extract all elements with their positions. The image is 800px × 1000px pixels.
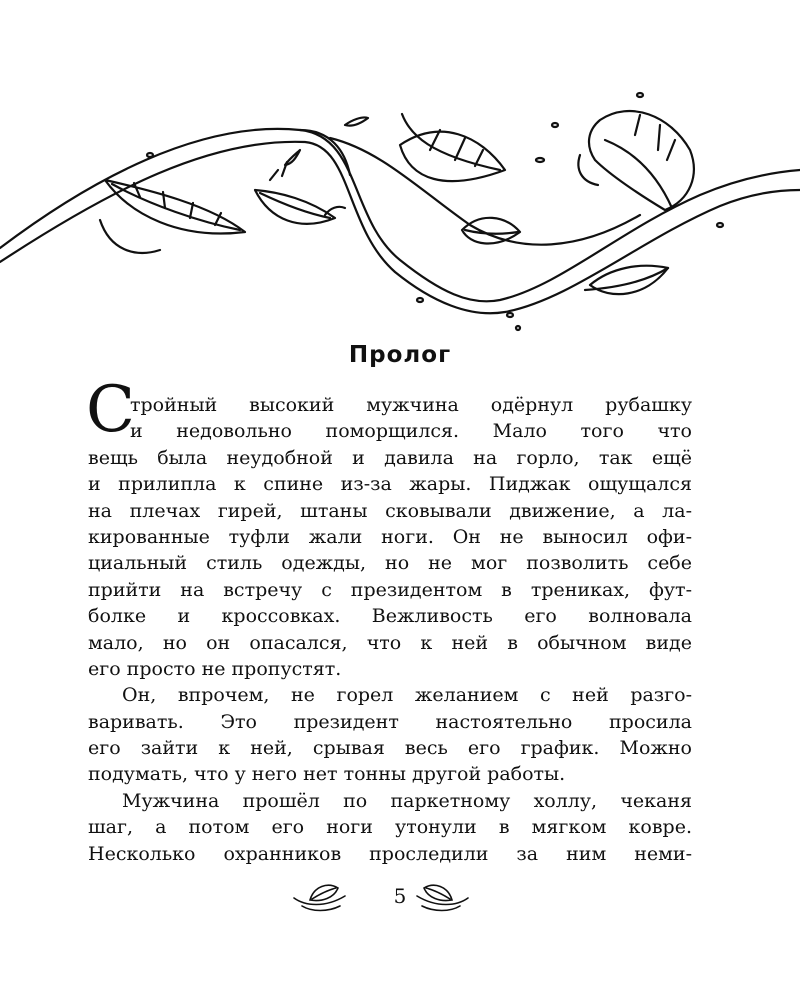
text-line: циальный стиль одежды, но не мог позволить себе <box>88 552 692 575</box>
page-number: 5 <box>393 884 407 908</box>
text-line: его просто не пропустят. <box>88 657 342 680</box>
text-line: болке и кроссовках. Вежливость его волновала <box>88 605 692 628</box>
text-line: шаг, а потом его ноги утонули в мягком ковре. <box>88 816 692 839</box>
text-line: на плечах гирей, штаны сковывали движение, а ла- <box>88 499 692 522</box>
text-line: и прилипла к спине из-за жары. Пиджак ощущался <box>88 473 692 496</box>
leaf-icon <box>585 266 668 294</box>
leaf-icon <box>578 111 693 210</box>
body-text <box>86 373 692 867</box>
leaf-ornament-icon <box>412 876 472 916</box>
text-line: мало, но он опасался, что к ней в обычном виде <box>88 631 692 654</box>
text-line: его зайти к ней, срывая весь его график. Можно <box>88 737 692 760</box>
text-line: вещь была неудобной и давила на горло, так ещё <box>88 446 692 469</box>
falling-leaves-illustration <box>0 0 800 345</box>
leaf-icon <box>400 114 505 181</box>
leaf-icon <box>255 162 335 224</box>
text-line: Мужчина прошёл по паркетному холлу, чеканя <box>122 789 692 812</box>
text-line: варивать. Это президент настоятельно просила <box>88 710 692 733</box>
text-line: Он, впрочем, не горел желанием с ней разго- <box>122 684 692 707</box>
leaf-icon <box>462 218 520 244</box>
text-line: и недовольно поморщился. Мало того что <box>130 420 692 443</box>
text-line: кированные туфли жали ноги. Он не выносил офи- <box>88 525 692 548</box>
text-line: подумать, что у него нет тонны другой работы. <box>88 763 566 786</box>
text-line: Несколько охранников проследили за ним неми- <box>88 842 692 865</box>
text-line: тройный высокий мужчина одёрнул рубашку <box>130 394 692 416</box>
text-line: прийти на встречу с президентом в трениках, фут- <box>88 578 692 601</box>
chapter-title: Пролог <box>348 342 452 368</box>
drop-cap: С <box>86 373 135 447</box>
